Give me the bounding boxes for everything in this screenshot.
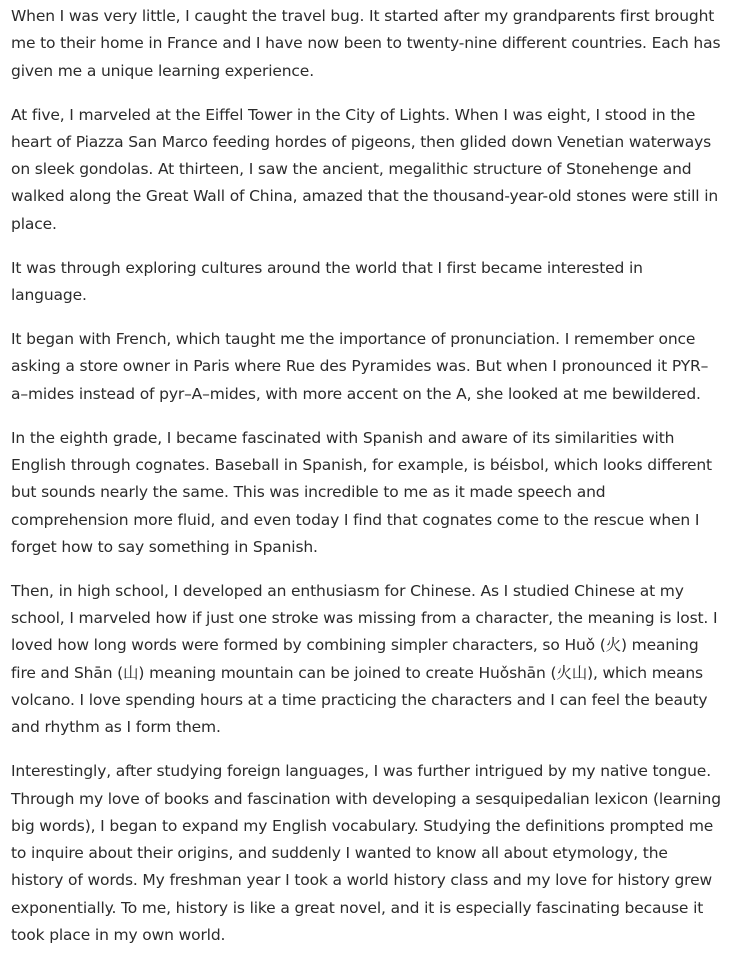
paragraph-travel-bug: When I was very little, I caught the travel bug. It started after my grandparents first brought me to their home in France and I have now been to twenty-nine different countries. Each has given me a unique learning experience. [11,7,721,80]
paragraph-landmarks: At five, I marveled at the Eiffel Tower in the City of Lights. When I was eight, I stood in the heart of Piazza San Marco feeding hordes of pigeons, then glided down Venetian waterways on sleek gondolas. At thirteen, I saw the ancient, megalithic structure of Stonehenge and walked along the Great Wall of China, amazed that the thousand-year-old stones were still in place. [11,105,719,233]
paragraph-chinese: Then, in high school, I developed an enthusiasm for Chinese. As I studied Chinese at my school, I marveled how if just one stroke was missing from a character, the meaning is lost. I loved how long words were formed by combining simpler characters, so Huǒ (火) meaning fire and Shān (山) meaning mountain can be joined to create Huǒshān (火山), which means volcano. I love spending hours at a time practicing the characters and I can feel the beauty and rhythm as I form them. [11,581,718,737]
paragraph-english-history: Interestingly, after studying foreign languages, I was further intrigued by my native tongue. Through my love of books and fascination with developing a sesquipedalian lexicon (learning big words), I began to expand my English vocabulary. Studying the definitions prompted me to inquire about their origins, and suddenly I wanted to know all about etymology, the history of words. My freshman year I took a world history class and my love for history grew exponentially. To me, history is like a great novel, and it is especially fascinating because it took place in my own world. [11,762,721,945]
paragraph-spanish: In the eighth grade, I became fascinated with Spanish and aware of its similarities with English through cognates. Baseball in Spanish, for example, is béisbol, which looks different but sounds nearly the same. This was incredible to me as it made speech and comprehension more fluid, and even today I find that cognates come to the rescue when I forget how to say something in Spanish. [11,428,712,556]
paragraph-language-interest: It was through exploring cultures around the world that I first became interested in language. [11,258,643,305]
paragraph-french: It began with French, which taught me the importance of pronunciation. I remember once asking a store owner in Paris where Rue des Pyramides was. But when I pronounced it PYR–a–mides instead of pyr–A–mides, with more accent on the A, she looked at me bewildered. [11,330,709,403]
